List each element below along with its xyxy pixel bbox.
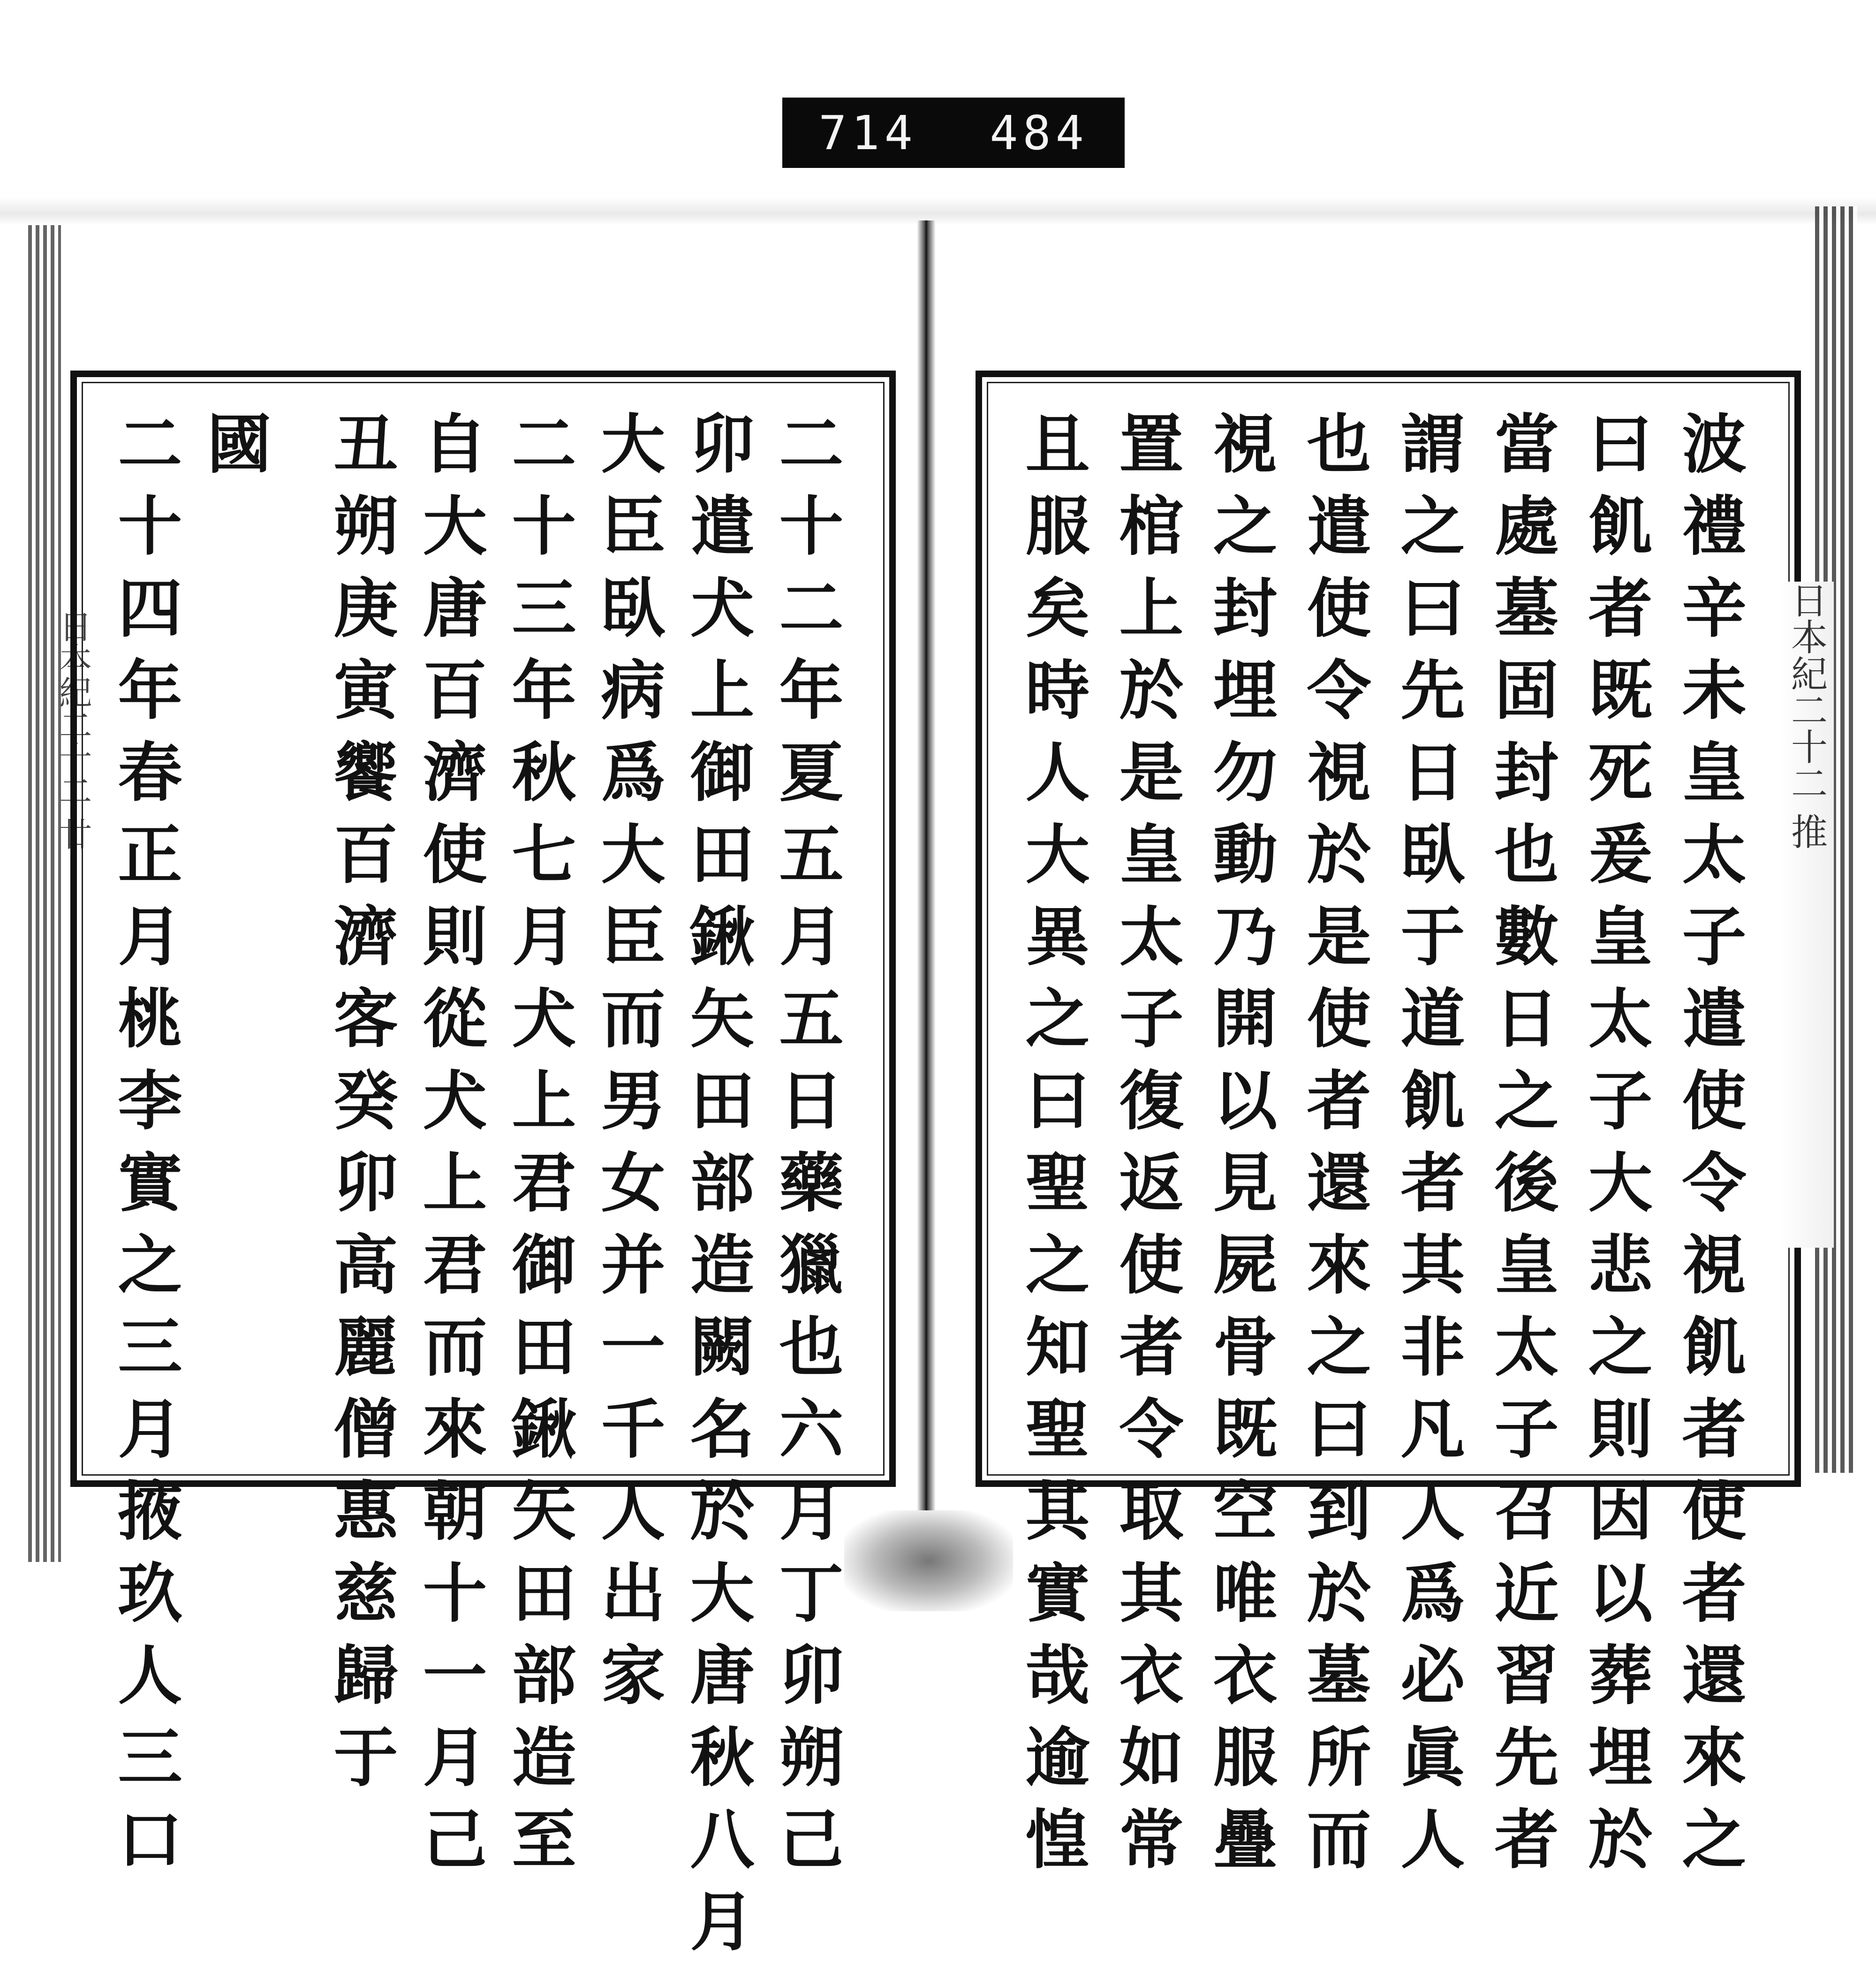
text-glyph: 月 [118, 899, 182, 975]
text-glyph: 於 [1307, 817, 1371, 893]
text-glyph: 八 [690, 1802, 755, 1878]
text-glyph: 造 [690, 1228, 755, 1303]
text-glyph: 臥 [1400, 817, 1465, 893]
text-glyph: 之 [1025, 981, 1090, 1057]
text-glyph: 之 [1400, 489, 1465, 564]
text-glyph: 三 [118, 1310, 182, 1385]
text-glyph: 飢 [1400, 1063, 1465, 1139]
text-glyph: 所 [1307, 1720, 1371, 1796]
text-glyph: 臥 [601, 571, 666, 646]
text-glyph: 年 [512, 653, 576, 728]
text-glyph: 年 [118, 653, 182, 728]
text-glyph: 皇 [1682, 735, 1747, 811]
text-glyph: 空 [1213, 1474, 1278, 1549]
text-glyph: 自 [423, 407, 487, 482]
text-glyph: 犬 [423, 1063, 487, 1139]
text-glyph: 使 [1307, 981, 1371, 1057]
text-glyph: 實 [118, 1145, 182, 1221]
right-text-column-7 [1109, 403, 1194, 1881]
text-glyph: 知 [1025, 1310, 1090, 1385]
text-glyph: 必 [1400, 1638, 1465, 1713]
text-glyph: 而 [1307, 1802, 1371, 1878]
text-glyph: 二 [779, 571, 844, 646]
text-glyph: 皇 [1119, 817, 1184, 893]
text-glyph: 之 [1307, 1310, 1371, 1385]
text-glyph: 置 [1119, 407, 1184, 482]
text-glyph: 唐 [423, 571, 487, 646]
text-glyph: 到 [1307, 1474, 1371, 1549]
text-glyph: 當 [1494, 407, 1559, 482]
text-glyph: 死 [1588, 735, 1653, 811]
text-glyph: 者 [1494, 1802, 1559, 1878]
text-glyph: 也 [1307, 407, 1371, 482]
text-glyph: 見 [1213, 1145, 1278, 1221]
right-text-column-3 [1484, 403, 1569, 1881]
text-glyph: 者 [1307, 1063, 1371, 1139]
text-glyph: 則 [1588, 1392, 1653, 1467]
text-glyph: 于 [1400, 899, 1465, 975]
text-glyph: 而 [601, 981, 666, 1057]
text-glyph: 濟 [423, 735, 487, 811]
text-glyph: 三 [512, 571, 576, 646]
text-glyph: 使 [423, 817, 487, 893]
text-glyph: 君 [423, 1228, 487, 1303]
text-glyph: 逾 [1025, 1720, 1090, 1796]
text-glyph: 謂 [1400, 407, 1465, 482]
text-glyph: 上 [423, 1145, 487, 1221]
text-glyph: 視 [1307, 735, 1371, 811]
text-glyph: 田 [512, 1310, 576, 1385]
text-glyph: 既 [1588, 653, 1653, 728]
text-glyph: 後 [1494, 1145, 1559, 1221]
text-glyph: 飢 [1588, 489, 1653, 564]
text-glyph: 開 [1213, 981, 1278, 1057]
text-glyph: 日 [1494, 981, 1559, 1057]
text-glyph: 田 [690, 1063, 755, 1139]
text-glyph: 于 [333, 1720, 398, 1796]
text-glyph: 乃 [1213, 899, 1278, 975]
text-glyph: 既 [1213, 1392, 1278, 1467]
text-glyph: 七 [512, 817, 576, 893]
left-text-column-3 [591, 403, 675, 1717]
text-glyph: 哉 [1025, 1638, 1090, 1713]
text-glyph: 卯 [690, 407, 755, 482]
text-glyph: 者 [1588, 571, 1653, 646]
text-glyph: 還 [1307, 1145, 1371, 1221]
text-glyph: 子 [1119, 981, 1184, 1057]
text-glyph: 令 [1682, 1145, 1747, 1221]
text-glyph: 墓 [1494, 571, 1559, 646]
text-glyph: 者 [1119, 1310, 1184, 1385]
right-text-column-8 [1015, 403, 1100, 1881]
text-glyph: 百 [333, 817, 398, 893]
right-text-column-4 [1391, 403, 1475, 1881]
text-glyph: 曰 [1400, 571, 1465, 646]
left-text-column-4 [502, 403, 586, 1881]
text-glyph: 己 [779, 1802, 844, 1878]
text-glyph: 眞 [1400, 1720, 1465, 1796]
text-glyph: 來 [1682, 1720, 1747, 1796]
text-glyph: 人 [1025, 735, 1090, 811]
text-glyph: 封 [1494, 735, 1559, 811]
text-glyph: 桃 [118, 981, 182, 1057]
text-glyph: 固 [1494, 653, 1559, 728]
text-glyph: 十 [423, 1556, 487, 1631]
text-glyph: 使 [1307, 571, 1371, 646]
text-glyph: 墓 [1307, 1638, 1371, 1713]
text-glyph: 秋 [690, 1720, 755, 1796]
text-glyph: 者 [1682, 1556, 1747, 1631]
text-glyph: 實 [1025, 1556, 1090, 1631]
text-glyph: 年 [779, 653, 844, 728]
text-glyph: 悲 [1588, 1228, 1653, 1303]
text-glyph: 者 [1682, 1392, 1747, 1467]
text-glyph: 玖 [118, 1556, 182, 1631]
text-glyph: 之 [1682, 1802, 1747, 1878]
text-glyph: 癸 [333, 1063, 398, 1139]
text-glyph: 來 [1307, 1228, 1371, 1303]
text-glyph: 朔 [333, 489, 398, 564]
text-glyph: 月 [779, 1474, 844, 1549]
text-glyph: 矢 [690, 981, 755, 1057]
text-glyph: 骨 [1213, 1310, 1278, 1385]
text-glyph: 矣 [1025, 571, 1090, 646]
text-glyph: 四 [118, 571, 182, 646]
text-glyph: 之 [1494, 1063, 1559, 1139]
text-glyph: 遣 [1682, 981, 1747, 1057]
text-glyph: 上 [512, 1063, 576, 1139]
text-glyph: 習 [1494, 1638, 1559, 1713]
text-glyph: 封 [1213, 571, 1278, 646]
text-glyph: 復 [1119, 1063, 1184, 1139]
text-glyph: 道 [1400, 981, 1465, 1057]
text-glyph: 臣 [601, 489, 666, 564]
text-glyph: 犬 [690, 571, 755, 646]
text-glyph: 國 [207, 407, 272, 482]
text-glyph: 家 [601, 1638, 666, 1713]
text-glyph: 常 [1119, 1802, 1184, 1878]
text-glyph: 返 [1119, 1145, 1184, 1221]
text-glyph: 波 [1682, 407, 1747, 482]
text-glyph: 辛 [1682, 571, 1747, 646]
text-glyph: 出 [601, 1556, 666, 1631]
text-glyph: 朝 [423, 1474, 487, 1549]
text-glyph: 月 [690, 1884, 755, 1960]
text-glyph: 闕 [690, 1310, 755, 1385]
text-glyph: 未 [1682, 653, 1747, 728]
text-glyph: 葬 [1588, 1638, 1653, 1713]
text-glyph: 因 [1588, 1474, 1653, 1549]
text-glyph: 鍬 [690, 899, 755, 975]
text-glyph: 月 [423, 1720, 487, 1796]
right-text-column-6 [1203, 403, 1287, 1881]
text-glyph: 一 [423, 1638, 487, 1713]
text-glyph: 高 [333, 1228, 398, 1303]
text-glyph: 屍 [1213, 1228, 1278, 1303]
text-glyph: 月 [118, 1392, 182, 1467]
text-glyph: 部 [512, 1638, 576, 1713]
text-glyph: 曰 [1025, 1063, 1090, 1139]
text-glyph: 埋 [1213, 653, 1278, 728]
text-glyph: 人 [1400, 1802, 1465, 1878]
text-glyph: 之 [1213, 489, 1278, 564]
text-glyph: 臣 [601, 899, 666, 975]
text-glyph: 服 [1213, 1720, 1278, 1796]
text-glyph: 凡 [1400, 1392, 1465, 1467]
text-glyph: 十 [512, 489, 576, 564]
text-glyph: 取 [1119, 1474, 1184, 1549]
text-glyph: 時 [1025, 653, 1090, 728]
text-glyph: 上 [690, 653, 755, 728]
text-glyph: 濟 [333, 899, 398, 975]
text-glyph: 夏 [779, 735, 844, 811]
text-glyph: 而 [423, 1310, 487, 1385]
text-glyph: 三 [118, 1720, 182, 1796]
text-glyph: 女 [601, 1145, 666, 1221]
text-glyph: 來 [423, 1392, 487, 1467]
text-glyph: 并 [601, 1228, 666, 1303]
text-glyph: 君 [512, 1145, 576, 1221]
text-glyph: 千 [601, 1392, 666, 1467]
text-glyph: 二 [118, 407, 182, 482]
text-glyph: 鍬 [512, 1392, 576, 1467]
text-glyph: 衣 [1119, 1638, 1184, 1713]
text-glyph: 者 [1400, 1145, 1465, 1221]
text-glyph: 其 [1400, 1228, 1465, 1303]
right-margin-title [1778, 582, 1834, 1248]
text-glyph: 大 [423, 489, 487, 564]
text-glyph: 一 [601, 1310, 666, 1385]
text-glyph: 從 [423, 981, 487, 1057]
text-glyph: 藥 [779, 1145, 844, 1221]
text-glyph: 大 [690, 1556, 755, 1631]
text-glyph: 惶 [1025, 1802, 1090, 1878]
text-glyph: 召 [1494, 1474, 1559, 1549]
text-glyph: 之 [118, 1228, 182, 1303]
text-glyph: 也 [1494, 817, 1559, 893]
text-glyph: 令 [1307, 653, 1371, 728]
text-glyph: 也 [779, 1310, 844, 1385]
text-glyph: 太 [1119, 899, 1184, 975]
text-glyph: 以 [1588, 1556, 1653, 1631]
text-glyph: 病 [601, 653, 666, 728]
text-glyph: 是 [1119, 735, 1184, 811]
text-glyph: 飢 [1682, 1310, 1747, 1385]
text-glyph: 掖 [118, 1474, 182, 1549]
text-glyph: 動 [1213, 817, 1278, 893]
text-glyph: 太 [1494, 1310, 1559, 1385]
text-glyph: 其 [1025, 1474, 1090, 1549]
text-glyph: 矢 [512, 1474, 576, 1549]
text-glyph: 饗 [333, 735, 398, 811]
text-glyph: 二 [779, 407, 844, 482]
text-glyph: 禮 [1682, 489, 1747, 564]
text-glyph: 勿 [1213, 735, 1278, 811]
text-glyph: 爰 [1588, 817, 1653, 893]
text-glyph: 僧 [333, 1392, 398, 1467]
text-glyph: 於 [690, 1474, 755, 1549]
text-glyph: 丁 [779, 1556, 844, 1631]
text-glyph: 獵 [779, 1228, 844, 1303]
text-glyph: 服 [1025, 489, 1090, 564]
archive-number-right: 484 [990, 105, 1089, 160]
text-glyph: 太 [1682, 817, 1747, 893]
text-glyph: 客 [333, 981, 398, 1057]
text-glyph: 慈 [333, 1556, 398, 1631]
text-glyph: 於 [1588, 1802, 1653, 1878]
text-glyph: 子 [1494, 1392, 1559, 1467]
left-text-column-7 [197, 403, 281, 485]
text-glyph: 皇 [1588, 899, 1653, 975]
text-glyph: 田 [690, 817, 755, 893]
text-glyph: 五 [779, 981, 844, 1057]
text-glyph: 日 [1400, 735, 1465, 811]
left-text-column-1 [769, 403, 854, 1881]
text-glyph: 歸 [333, 1638, 398, 1713]
text-glyph: 二 [512, 407, 576, 482]
right-text-column-2 [1578, 403, 1663, 1881]
text-glyph: 部 [690, 1145, 755, 1221]
text-glyph: 使 [1682, 1063, 1747, 1139]
text-glyph: 大 [601, 407, 666, 482]
text-glyph: 正 [118, 817, 182, 893]
text-glyph: 曰 [1588, 407, 1653, 482]
text-glyph: 寅 [333, 653, 398, 728]
text-glyph: 月 [512, 899, 576, 975]
text-glyph: 之 [1025, 1228, 1090, 1303]
text-glyph: 處 [1494, 489, 1559, 564]
text-glyph: 埋 [1588, 1720, 1653, 1796]
text-glyph: 李 [118, 1063, 182, 1139]
text-glyph: 則 [423, 899, 487, 975]
text-glyph: 且 [1025, 407, 1090, 482]
text-glyph: 是 [1307, 899, 1371, 975]
text-glyph: 使 [1119, 1228, 1184, 1303]
text-glyph: 其 [1119, 1556, 1184, 1631]
text-glyph: 於 [1307, 1556, 1371, 1631]
text-glyph: 使 [1682, 1474, 1747, 1549]
text-glyph: 己 [423, 1802, 487, 1878]
text-glyph: 先 [1494, 1720, 1559, 1796]
text-glyph: 視 [1213, 407, 1278, 482]
left-text-column-6 [324, 403, 408, 1799]
book-gutter [917, 220, 936, 1604]
text-glyph: 御 [512, 1228, 576, 1303]
text-glyph: 令 [1119, 1392, 1184, 1467]
right-margin-title-text: 日本紀二十二 推 [1785, 582, 1827, 849]
text-glyph: 十 [118, 489, 182, 564]
text-glyph: 造 [512, 1720, 576, 1796]
text-glyph: 田 [512, 1556, 576, 1631]
book-top-shadow [0, 197, 1876, 225]
text-glyph: 朔 [779, 1720, 844, 1796]
text-glyph: 非 [1400, 1310, 1465, 1385]
text-glyph: 異 [1025, 899, 1090, 975]
text-glyph: 聖 [1025, 1392, 1090, 1467]
archive-number-left: 714 [818, 105, 917, 160]
text-glyph: 百 [423, 653, 487, 728]
text-glyph: 日 [779, 1063, 844, 1139]
text-glyph: 春 [118, 735, 182, 811]
text-glyph: 如 [1119, 1720, 1184, 1796]
text-glyph: 犬 [512, 981, 576, 1057]
text-glyph: 之 [1588, 1310, 1653, 1385]
text-glyph: 月 [779, 899, 844, 975]
text-glyph: 曰 [1307, 1392, 1371, 1467]
text-glyph: 衣 [1213, 1638, 1278, 1713]
text-glyph: 人 [601, 1474, 666, 1549]
text-glyph: 卯 [333, 1145, 398, 1221]
text-glyph: 惠 [333, 1474, 398, 1549]
right-text-column-5 [1297, 403, 1381, 1881]
text-glyph: 疊 [1213, 1802, 1278, 1878]
left-text-column-5 [413, 403, 497, 1881]
text-glyph: 唐 [690, 1638, 755, 1713]
text-glyph: 名 [690, 1392, 755, 1467]
text-glyph: 大 [1588, 1145, 1653, 1221]
text-glyph: 上 [1119, 571, 1184, 646]
text-glyph: 六 [779, 1392, 844, 1467]
text-glyph: 還 [1682, 1638, 1747, 1713]
text-glyph: 庚 [333, 571, 398, 646]
archive-label-plate [782, 98, 1125, 168]
text-glyph: 秋 [512, 735, 576, 811]
text-glyph: 先 [1400, 653, 1465, 728]
left-text-column-2 [680, 403, 764, 1963]
text-glyph: 人 [1400, 1474, 1465, 1549]
text-glyph: 大 [1025, 817, 1090, 893]
gutter-stain [844, 1510, 1013, 1611]
text-glyph: 爲 [601, 735, 666, 811]
text-glyph: 於 [1119, 653, 1184, 728]
text-glyph: 視 [1682, 1228, 1747, 1303]
text-glyph: 子 [1588, 1063, 1653, 1139]
text-glyph: 十 [779, 489, 844, 564]
text-glyph: 卯 [779, 1638, 844, 1713]
text-glyph: 近 [1494, 1556, 1559, 1631]
text-glyph: 大 [601, 817, 666, 893]
text-glyph: 人 [118, 1638, 182, 1713]
text-glyph: 皇 [1494, 1228, 1559, 1303]
text-glyph: 男 [601, 1063, 666, 1139]
text-glyph: 五 [779, 817, 844, 893]
text-glyph: 御 [690, 735, 755, 811]
text-glyph: 遣 [1307, 489, 1371, 564]
text-glyph: 丑 [333, 407, 398, 482]
text-glyph: 棺 [1119, 489, 1184, 564]
left-text-column-8 [108, 403, 192, 1881]
text-glyph: 數 [1494, 899, 1559, 975]
text-glyph: 聖 [1025, 1145, 1090, 1221]
text-glyph: 子 [1682, 899, 1747, 975]
text-glyph: 唯 [1213, 1556, 1278, 1631]
text-glyph: 以 [1213, 1063, 1278, 1139]
text-glyph: 太 [1588, 981, 1653, 1057]
text-glyph: 遣 [690, 489, 755, 564]
right-text-column-1 [1672, 403, 1756, 1881]
right-page-inner-border [987, 382, 1790, 1476]
text-glyph: 爲 [1400, 1556, 1465, 1631]
text-glyph: 口 [118, 1802, 182, 1878]
text-glyph: 至 [512, 1802, 576, 1878]
text-glyph: 麗 [333, 1310, 398, 1385]
left-margin-title-text: 日本紀二十二 廿 [53, 610, 92, 850]
